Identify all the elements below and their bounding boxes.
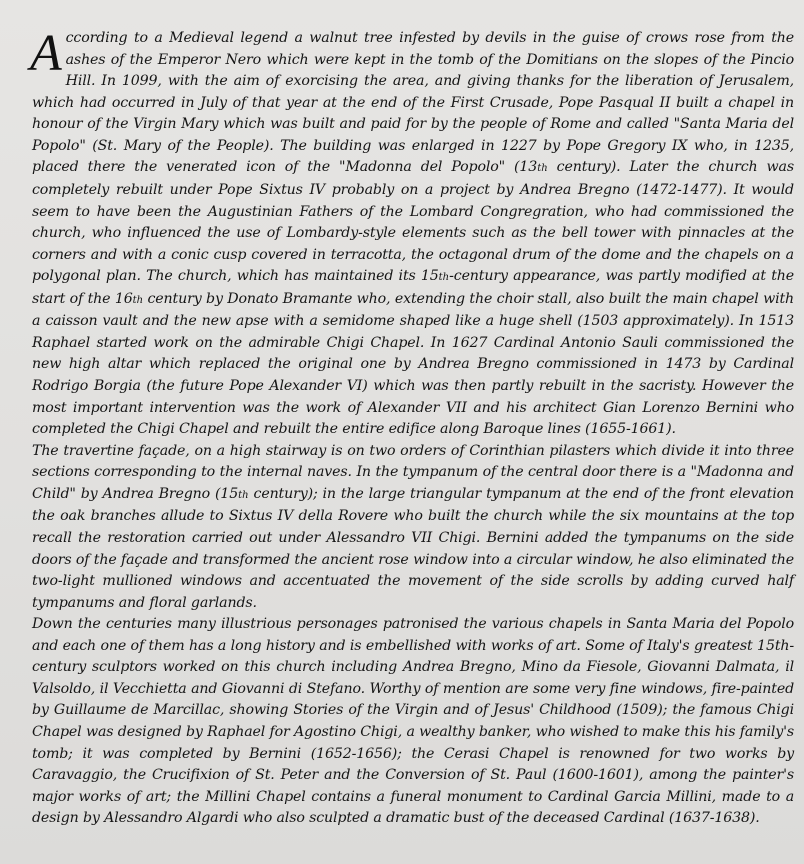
text-run: Down the centuries many illustrious personages patronised the various chapels in Santa Maria del Popolo and each one of them has a long history and is embellished with works of art. Some of Italy's greatest 15th-century sculptors worked on this church including Andrea Bregno, Mino da Fiesole, Giovanni Dalmata, il Valsoldo, il Vecchietta and Giovanni di Stefano. Worthy of mention are some very fine windows, fire-painted by Guillaume de Marcillac, showing Stories of the Virgin and of Jesus' Childhood (1509); the famous Chigi Chapel was designed by Raphael for Agostino Chigi, a wealthy banker, who wished to make this his family's tomb; it was completed by Bernini (1652-1656); the Cerasi Chapel is renowned for two works by Caravaggio, the Crucifixion of St. Peter and the Conversion of St. Paul (1600-1601), among the painter's major works of art; the Millini Chapel contains a funeral monument to Cardinal Garcia Millini, made to a design by Alessandro Algardi who also sculpted a dramatic bust of the deceased Cardinal (1637-1638). <box>32 616 794 827</box>
text-run: The travertine façade, on a high stairway is on two orders of Corinthian pilasters which divide it into three sections corresponding to the internal naves. In the tympanum of the central door there is a "Madonna and Child" by Andrea Bregno (15 <box>32 442 794 502</box>
text-run: century by Donato Bramante who, extending the choir stall, also built the main chapel with a caisson vault and the new apse with a semidome shaped like a huge shell (1503 approximately). In 1513 Raphael started work on the admirable Chigi Chapel. In 1627 Cardinal Antonio Sauli commissioned the new high altar which replaced the original one by Andrea Bregno commissioned in 1473 by Cardinal Rodrigo Borgia (the future Pope Alexander VI) which was then partly rebuilt in the sacristy. However the most important intervention was the work of Alexander VII and his architect Gian Lorenzo Bernini who completed the Chigi Chapel and rebuilt the entire edifice along Baroque lines (1655-1661). <box>32 290 794 438</box>
ordinal-suffix: th <box>438 272 450 284</box>
drop-cap: A <box>30 25 62 82</box>
ordinal-suffix: th <box>238 489 249 501</box>
ordinal-suffix: th <box>132 294 144 306</box>
paragraph-facade <box>32 441 794 615</box>
text-run: century); in the large triangular tympanum at the end of the front elevation the oak branches allude to Sixtus IV della Rovere who built the church while the six mountains at the top recall the restoration carried out under Alessandro VII Chigi. Bernini added the tympanums on the side doors of the façade and transformed the ancient rose window into a circular window, he also eliminated the two-light mullioned windows and accentuated the movement of the side scrolls by adding curved half tympanums and floral garlands. <box>32 485 794 611</box>
ordinal-suffix: th <box>537 163 548 175</box>
paragraph-chapels <box>32 614 794 830</box>
article-body <box>30 25 794 830</box>
paragraph-history <box>30 25 794 441</box>
text-run: ccording to a Medieval legend a walnut tree infested by devils in the guise of crows rose from the ashes of the Emperor Nero which were kept in the tomb of the Domitians on the slopes of the Pincio Hill. In 1099, with the aim of exorcising the area, and giving thanks for the liberation of Jerusalem, which had occurred in July of that year at the end of the First Crusade, Pope Pasqual II built a chapel in honour of the Virgin Mary which was built and paid for by the people of Rome and called "Santa Maria del Popolo" (St. Mary of the People). The building was enlarged in 1227 by Pope Gregory IX who, in 1235, placed there the venerated icon of the "Madonna del Popolo" (13 <box>32 30 794 176</box>
text-run: -century appearance, was partly modified at the start of the 16 <box>32 268 794 307</box>
text-run: century). Later the church was completely rebuilt under Pope Sixtus IV probably on a project by Andrea Bregno (1472-1477). It would seem to have been the Augustinian Fathers of the Lombard Congregration, who had commissioned the church, who influenced the use of Lombardy-style elements such as the bell tower with pinnacles at the corners and with a conic cusp covered in terracotta, the octagonal drum of the dome and the chapels on a polygonal plan. The church, which has maintained its 15 <box>32 159 794 285</box>
